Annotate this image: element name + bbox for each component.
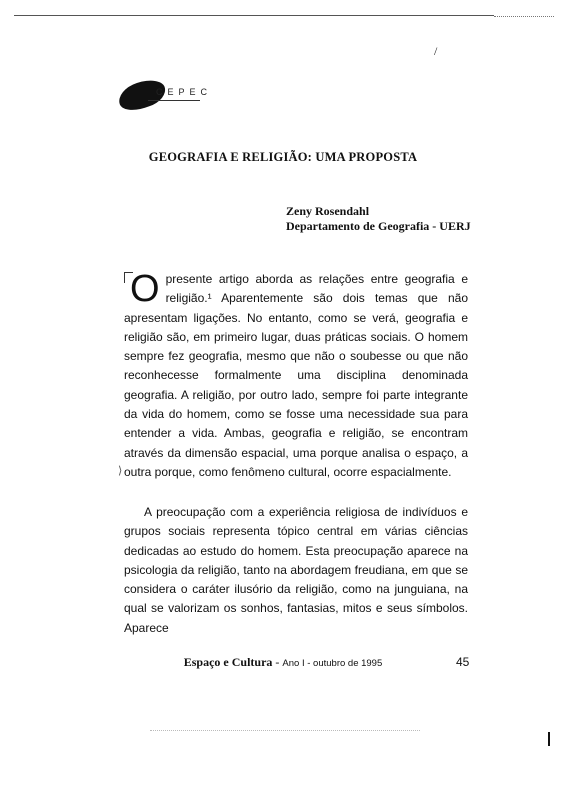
logo-text: CEPEC — [156, 87, 213, 97]
margin-mark: ⟩ — [118, 465, 123, 477]
drop-cap: O — [130, 268, 160, 310]
author-name: Zeny Rosendahl — [286, 204, 370, 218]
scan-artifact-fragment — [494, 16, 554, 17]
page-footer — [0, 655, 566, 670]
scan-tick-mark: / — [434, 44, 438, 58]
journal-logo — [118, 80, 213, 114]
author-affiliation: Departamento de Geografia - UERJ — [286, 219, 471, 233]
page-number: 45 — [456, 655, 470, 669]
scan-artifact-dots — [150, 730, 420, 731]
paragraph-1 — [124, 270, 468, 482]
footer-edition: Ano I - outubro de 1995 — [282, 658, 383, 669]
scan-edge-mark — [548, 732, 550, 746]
footer-separator: - — [272, 655, 283, 669]
logo-underline — [148, 100, 200, 101]
paragraph-2: A preocupação com a experiência religiosa de indivíduos e grupos sociais representa tópico central em várias ciências dedicadas ao estudo do homem. Esta preocupação aparece na psicologia da religião, tanto na abordagem freudiana, em que se considera o caráter ilusório da religião, como na junguiana, na qual se valorizam os sonhos, fantasias, mitos e seus símbolos. Aparece — [124, 505, 468, 635]
footer-journal-name: Espaço e Cultura — [183, 655, 273, 669]
paragraph-1-text: presente artigo aborda as relações entre geografia e religião.¹ Aparentemente são dois temas que não apresentam ligações. No entanto, como se verá, geografia e religião são, em primeiro lugar, duas práticas sociais. O homem sempre fez geografia, mesmo que não o soubesse ou que não reconhecesse formalmente uma disciplina denominada geografia. A religião, por outro lado, sempre foi parte integrante da vida do homem, como se fosse uma necessidade sua para entender a vida. Ambas, geografia e religião, se encontram através da dimensão espacial, uma porque analisa o espaço, a outra porque, como fenômeno cultural, ocorre espacialmente. — [124, 272, 468, 479]
article-title: GEOGRAFIA E RELIGIÃO: UMA PROPOSTA — [148, 150, 418, 164]
scan-artifact-line — [14, 15, 494, 16]
